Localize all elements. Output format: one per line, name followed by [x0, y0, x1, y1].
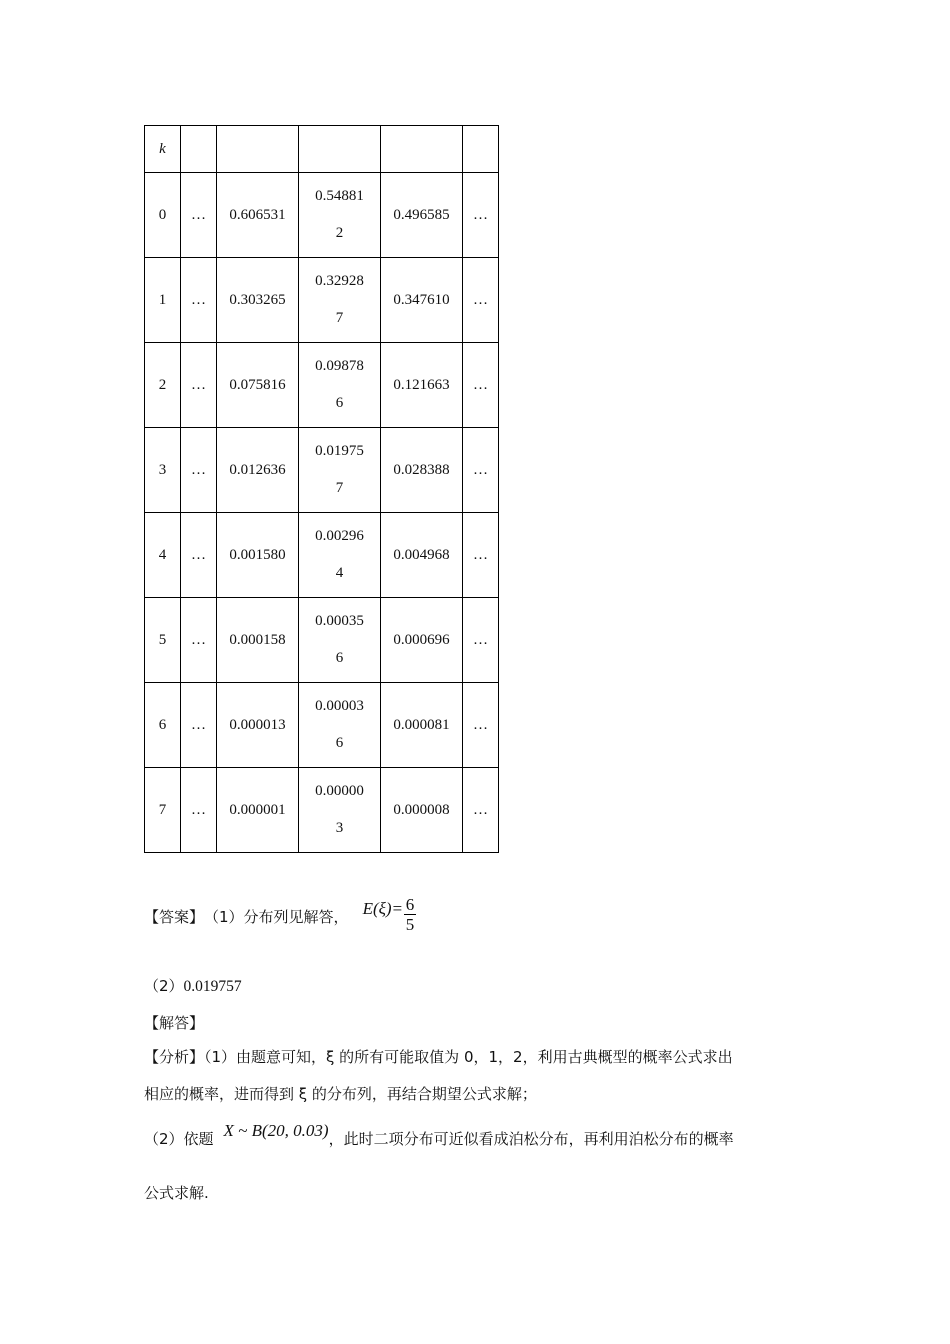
wrapped-value-text: 0.002964 [315, 528, 364, 581]
header-k-cell: k [145, 126, 181, 173]
row-value-cell: 0.000013 [217, 683, 299, 768]
row-k-cell: 1 [145, 258, 181, 343]
row-ellipsis-cell: … [463, 598, 499, 683]
table-row [145, 258, 499, 343]
wrapped-value-text: 0.329287 [315, 273, 364, 326]
row-k-cell: 3 [145, 428, 181, 513]
row-k-cell: 2 [145, 343, 181, 428]
analysis-line-2: 相应的概率，进而得到 ξ 的分布列，再结合期望公式求解； [144, 1085, 537, 1103]
solution-label: 【解答】 [144, 1014, 205, 1032]
row-ellipsis-cell: … [463, 513, 499, 598]
wrapped-value-text: 0.019757 [315, 443, 364, 496]
row-ellipsis-cell: … [181, 683, 217, 768]
row-ellipsis-cell: … [181, 258, 217, 343]
row-value-cell [299, 258, 381, 343]
row-value-cell: 0.496585 [381, 173, 463, 258]
row-value-cell: 0.303265 [217, 258, 299, 343]
row-k-cell: 6 [145, 683, 181, 768]
row-value-cell [299, 343, 381, 428]
table-header-row [145, 126, 499, 173]
header-cell [381, 126, 463, 173]
row-k-cell: 4 [145, 513, 181, 598]
row-value-cell: 0.121663 [381, 343, 463, 428]
analysis-line-4: 公式求解. [144, 1184, 209, 1202]
row-value-cell: 0.001580 [217, 513, 299, 598]
answer-part2-value: 0.019757 [183, 978, 242, 995]
row-ellipsis-cell: … [181, 428, 217, 513]
wrapped-value-text: 0.000036 [315, 698, 364, 751]
row-value-cell [299, 768, 381, 853]
row-value-cell [299, 598, 381, 683]
expectation-fraction [404, 895, 416, 934]
header-cell [181, 126, 217, 173]
row-value-cell [299, 173, 381, 258]
row-value-cell: 0.347610 [381, 258, 463, 343]
header-cell [217, 126, 299, 173]
binomial-formula: X ~ B(20, 0.03) [223, 1121, 329, 1140]
row-value-cell [299, 428, 381, 513]
poisson-probability-table [144, 125, 499, 853]
wrapped-value-text: 0.548812 [315, 188, 364, 241]
analysis-line-3 [144, 1118, 734, 1158]
row-value-cell: 0.000008 [381, 768, 463, 853]
row-k-cell: 7 [145, 768, 181, 853]
row-value-cell: 0.000081 [381, 683, 463, 768]
row-value-cell [299, 513, 381, 598]
row-value-cell: 0.000001 [217, 768, 299, 853]
table-row [145, 428, 499, 513]
header-cell [299, 126, 381, 173]
row-value-cell [299, 683, 381, 768]
wrapped-value-text: 0.098786 [315, 358, 364, 411]
row-ellipsis-cell: … [181, 343, 217, 428]
row-ellipsis-cell: … [463, 173, 499, 258]
row-value-cell: 0.004968 [381, 513, 463, 598]
table-row [145, 683, 499, 768]
row-value-cell: 0.028388 [381, 428, 463, 513]
row-value-cell: 0.000158 [217, 598, 299, 683]
wrapped-value-text: 0.000003 [315, 783, 364, 836]
answer-part1-text: （1）分布列见解答， [204, 907, 349, 926]
table-row [145, 343, 499, 428]
row-value-cell: 0.075816 [217, 343, 299, 428]
row-ellipsis-cell: … [463, 258, 499, 343]
answer-part2-prefix: （2） [144, 977, 184, 995]
fraction-numerator: 6 [405, 894, 415, 914]
table-row [145, 513, 499, 598]
row-k-cell: 5 [145, 598, 181, 683]
row-ellipsis-cell: … [463, 683, 499, 768]
header-cell [463, 126, 499, 173]
table-row [145, 598, 499, 683]
analysis-part2-suffix: ，此时二项分布可近似看成泊松分布，再利用泊松分布的概率 [328, 1129, 734, 1148]
answer-label: 【答案】 [144, 907, 205, 926]
row-value-cell: 0.012636 [217, 428, 299, 513]
row-value-cell: 0.606531 [217, 173, 299, 258]
analysis-part2-prefix: （2）依题 [144, 1129, 214, 1148]
row-k-cell: 0 [145, 173, 181, 258]
row-ellipsis-cell: … [463, 428, 499, 513]
row-ellipsis-cell: … [181, 513, 217, 598]
analysis-line-1: 【分析】（1）由题意可知，ξ 的所有可能取值为 0，1，2，利用古典概型的概率公式求出 [144, 1048, 733, 1066]
row-ellipsis-cell: … [181, 598, 217, 683]
fraction-denominator: 5 [405, 914, 415, 934]
wrapped-value-text: 0.000356 [315, 613, 364, 666]
row-ellipsis-cell: … [463, 768, 499, 853]
table-row [145, 768, 499, 853]
expectation-lhs: E(ξ)= [362, 899, 404, 918]
table-row [145, 173, 499, 258]
row-value-cell: 0.000696 [381, 598, 463, 683]
row-ellipsis-cell: … [463, 343, 499, 428]
row-ellipsis-cell: … [181, 173, 217, 258]
answer-line-2 [144, 975, 242, 996]
answer-line-1 [144, 890, 416, 942]
row-ellipsis-cell: … [181, 768, 217, 853]
